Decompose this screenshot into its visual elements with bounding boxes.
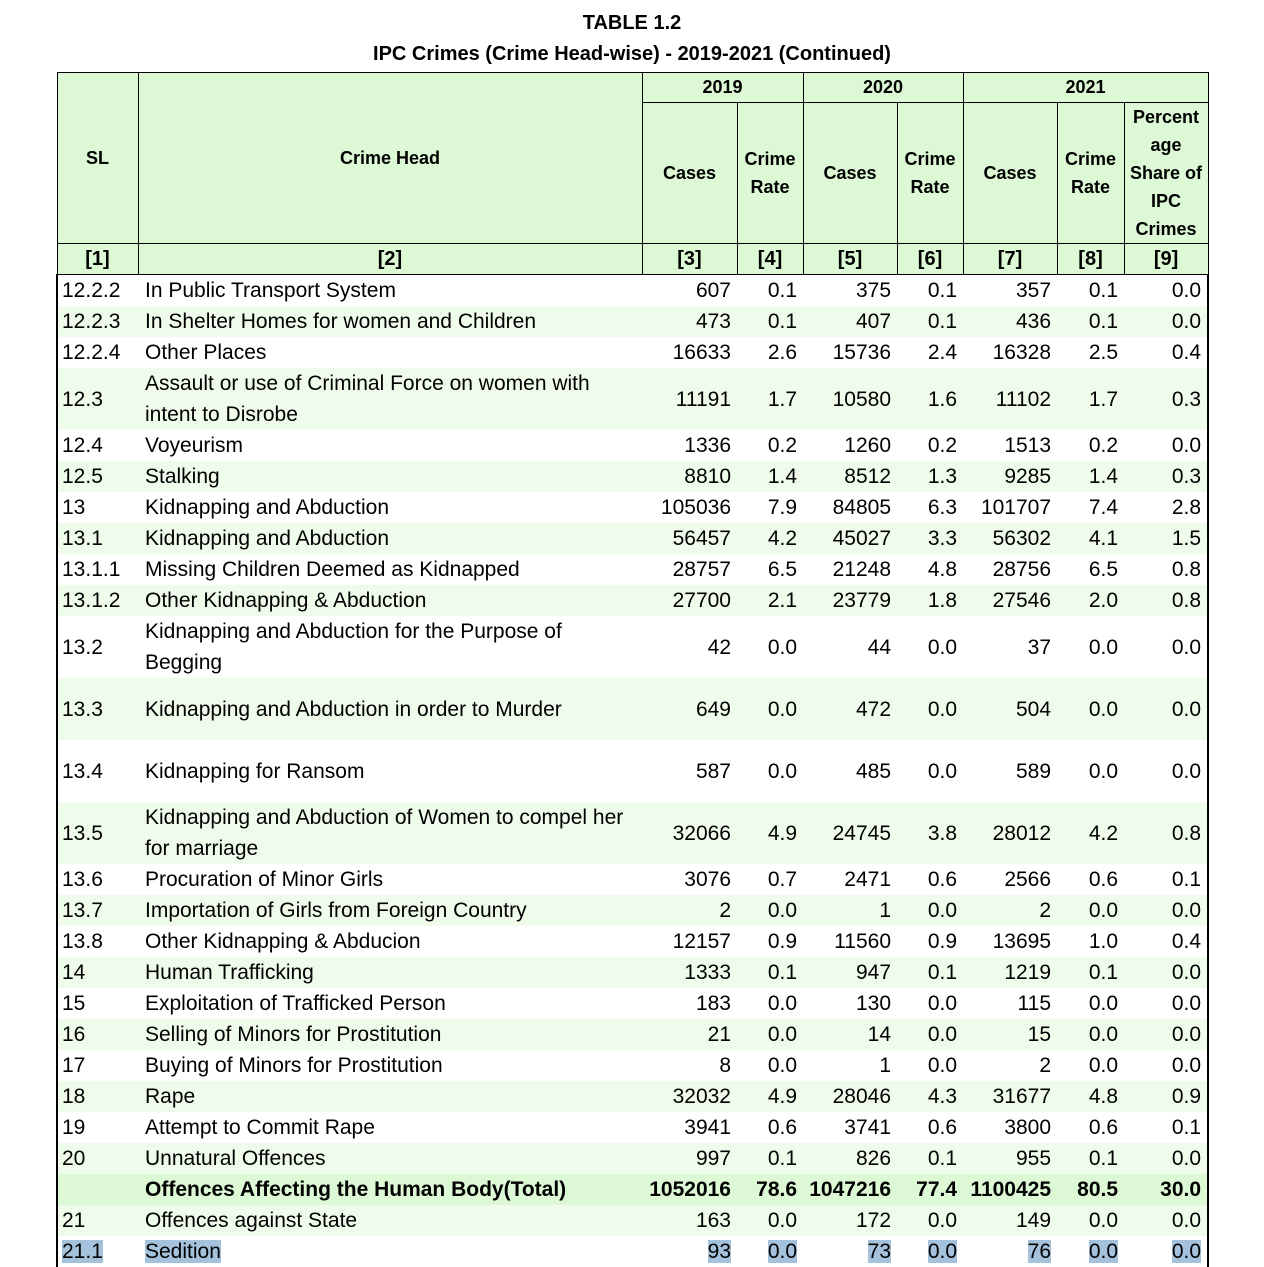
cell-cases-2021: 31677 (963, 1081, 1057, 1112)
cell-cases-2019: 56457 (642, 523, 737, 554)
cell-rate-2021: 0.0 (1057, 678, 1124, 740)
cell-sl: 16 (57, 1019, 138, 1050)
cell-rate-2019: 0.1 (737, 957, 803, 988)
cell-sl: 14 (57, 957, 138, 988)
cell-cases-2020: 472 (803, 678, 897, 740)
cell-cases-2020: 3741 (803, 1112, 897, 1143)
table-row[interactable] (57, 1236, 1208, 1267)
table-row[interactable] (57, 1112, 1208, 1143)
table-row[interactable] (57, 926, 1208, 957)
cell-percentage-share: 0.0 (1124, 1143, 1208, 1174)
cell-cases-2020: 1047216 (803, 1174, 897, 1205)
table-row[interactable] (57, 1050, 1208, 1081)
cell-sl: 13.2 (57, 616, 138, 678)
cell-cases-2019: 1336 (642, 430, 737, 461)
cell-cases-2019: 28757 (642, 554, 737, 585)
table-row[interactable] (57, 895, 1208, 926)
cell-cases-2021: 357 (963, 275, 1057, 307)
cell-cases-2020: 15736 (803, 337, 897, 368)
cell-cases-2020: 8512 (803, 461, 897, 492)
cell-cases-2019: 27700 (642, 585, 737, 616)
cell-cases-2019: 163 (642, 1205, 737, 1236)
cell-sl: 12.2.2 (57, 275, 138, 307)
cell-rate-2019: 4.9 (737, 802, 803, 864)
table-row[interactable] (57, 1143, 1208, 1174)
cell-percentage-share: 0.0 (1124, 616, 1208, 678)
cell-cases-2019: 11191 (642, 368, 737, 430)
cell-percentage-share: 0.0 (1124, 895, 1208, 926)
cell-rate-2021: 1.4 (1057, 461, 1124, 492)
cell-crime-head: Selling of Minors for Prostitution (138, 1019, 642, 1050)
cell-cases-2021: 28012 (963, 802, 1057, 864)
cell-rate-2021: 0.0 (1057, 988, 1124, 1019)
cell-rate-2019: 4.9 (737, 1081, 803, 1112)
cell-crime-head: Missing Children Deemed as Kidnapped (138, 554, 642, 585)
cell-rate-2019: 0.1 (737, 306, 803, 337)
cell-rate-2020: 0.2 (897, 430, 963, 461)
cell-cases-2019: 32032 (642, 1081, 737, 1112)
cell-cases-2021: 436 (963, 306, 1057, 337)
cell-cases-2019: 12157 (642, 926, 737, 957)
cell-rate-2020: 0.0 (897, 616, 963, 678)
cell-rate-2020: 0.0 (897, 1019, 963, 1050)
cell-percentage-share: 0.9 (1124, 1081, 1208, 1112)
cell-cases-2019: 32066 (642, 802, 737, 864)
col-index: [7] (963, 244, 1057, 275)
cell-rate-2021: 4.1 (1057, 523, 1124, 554)
cell-rate-2019: 0.6 (737, 1112, 803, 1143)
cell-cases-2021: 2 (963, 895, 1057, 926)
header-year-2019: 2019 (642, 73, 803, 103)
cell-cases-2019: 2 (642, 895, 737, 926)
cell-cases-2019: 997 (642, 1143, 737, 1174)
cell-cases-2020: 44 (803, 616, 897, 678)
cell-sl: 12.2.3 (57, 306, 138, 337)
cell-rate-2021: 0.1 (1057, 306, 1124, 337)
cell-cases-2020: 23779 (803, 585, 897, 616)
cell-crime-head: Other Kidnapping & Abduction (138, 585, 642, 616)
cell-cases-2019: 8810 (642, 461, 737, 492)
cell-percentage-share: 0.0 (1124, 1236, 1208, 1267)
cell-rate-2020: 0.6 (897, 1112, 963, 1143)
cell-cases-2020: 375 (803, 275, 897, 307)
cell-crime-head: Kidnapping and Abduction of Women to compel her for marriage (138, 802, 642, 864)
cell-cases-2019: 3076 (642, 864, 737, 895)
cell-cases-2021: 2566 (963, 864, 1057, 895)
table-row[interactable] (57, 523, 1208, 554)
cell-sl: 13.1 (57, 523, 138, 554)
cell-percentage-share: 0.0 (1124, 1019, 1208, 1050)
cell-percentage-share: 1.5 (1124, 523, 1208, 554)
cell-rate-2020: 0.0 (897, 740, 963, 802)
col-index: [6] (897, 244, 963, 275)
col-index: [3] (642, 244, 737, 275)
table-row[interactable] (57, 1205, 1208, 1236)
cell-sl: 13.8 (57, 926, 138, 957)
cell-crime-head: Other Places (138, 337, 642, 368)
cell-rate-2021: 6.5 (1057, 554, 1124, 585)
cell-sl: 20 (57, 1143, 138, 1174)
cell-cases-2019: 93 (642, 1236, 737, 1267)
cell-crime-head: Kidnapping and Abduction (138, 523, 642, 554)
cell-percentage-share: 2.8 (1124, 492, 1208, 523)
cell-cases-2021: 9285 (963, 461, 1057, 492)
table-subtitle: IPC Crimes (Crime Head-wise) - 2019-2021 (Continued) (0, 43, 1264, 66)
table-row[interactable] (57, 802, 1208, 864)
cell-cases-2021: 955 (963, 1143, 1057, 1174)
cell-cases-2021: 2 (963, 1050, 1057, 1081)
cell-percentage-share: 0.8 (1124, 554, 1208, 585)
cell-crime-head: Exploitation of Trafficked Person (138, 988, 642, 1019)
cell-cases-2019: 649 (642, 678, 737, 740)
cell-rate-2021: 0.0 (1057, 1050, 1124, 1081)
cell-rate-2021: 0.0 (1057, 1019, 1124, 1050)
cell-cases-2020: 2471 (803, 864, 897, 895)
cell-crime-head: Kidnapping and Abduction in order to Murder (138, 678, 642, 740)
cell-percentage-share: 0.0 (1124, 1205, 1208, 1236)
cell-rate-2020: 2.4 (897, 337, 963, 368)
cell-rate-2019: 78.6 (737, 1174, 803, 1205)
cell-cases-2020: 947 (803, 957, 897, 988)
cell-sl: 12.3 (57, 368, 138, 430)
cell-crime-head: In Public Transport System (138, 275, 642, 307)
cell-rate-2020: 0.1 (897, 1143, 963, 1174)
cell-rate-2020: 0.0 (897, 678, 963, 740)
cell-crime-head: Human Trafficking (138, 957, 642, 988)
cell-rate-2019: 0.1 (737, 1143, 803, 1174)
cell-sl: 19 (57, 1112, 138, 1143)
header-year-2020: 2020 (803, 73, 963, 103)
cell-crime-head: Voyeurism (138, 430, 642, 461)
cell-rate-2019: 0.0 (737, 616, 803, 678)
col-index: [8] (1057, 244, 1124, 275)
cell-cases-2020: 1 (803, 1050, 897, 1081)
cell-rate-2020: 1.8 (897, 585, 963, 616)
cell-rate-2019: 1.4 (737, 461, 803, 492)
cell-cases-2019: 8 (642, 1050, 737, 1081)
cell-crime-head: Importation of Girls from Foreign Country (138, 895, 642, 926)
table-row[interactable] (57, 461, 1208, 492)
cell-cases-2021: 1219 (963, 957, 1057, 988)
col-index: [2] (138, 244, 642, 275)
table-row[interactable] (57, 957, 1208, 988)
cell-cases-2020: 84805 (803, 492, 897, 523)
header-sl: SL (57, 73, 138, 244)
cell-cases-2021: 3800 (963, 1112, 1057, 1143)
cell-cases-2019: 3941 (642, 1112, 737, 1143)
col-index: [1] (57, 244, 138, 275)
cell-rate-2020: 0.0 (897, 1050, 963, 1081)
cell-rate-2019: 0.9 (737, 926, 803, 957)
cell-sl: 13.1.2 (57, 585, 138, 616)
table-row[interactable] (57, 337, 1208, 368)
cell-rate-2020: 0.0 (897, 1236, 963, 1267)
header-rate-2019: Crime Rate (737, 103, 803, 244)
cell-rate-2019: 0.0 (737, 740, 803, 802)
cell-cases-2021: 149 (963, 1205, 1057, 1236)
table-row[interactable] (57, 1019, 1208, 1050)
cell-rate-2021: 0.6 (1057, 1112, 1124, 1143)
cell-percentage-share: 0.0 (1124, 988, 1208, 1019)
crime-table (56, 72, 1209, 1267)
header-rate-2020: Crime Rate (897, 103, 963, 244)
cell-crime-head: Stalking (138, 461, 642, 492)
cell-rate-2020: 1.3 (897, 461, 963, 492)
cell-sl: 13.3 (57, 678, 138, 740)
cell-sl: 13.5 (57, 802, 138, 864)
cell-crime-head: Kidnapping and Abduction for the Purpose of Begging (138, 616, 642, 678)
cell-cases-2020: 826 (803, 1143, 897, 1174)
table-row[interactable] (57, 430, 1208, 461)
cell-percentage-share: 0.0 (1124, 430, 1208, 461)
cell-rate-2021: 2.5 (1057, 337, 1124, 368)
cell-percentage-share: 30.0 (1124, 1174, 1208, 1205)
cell-rate-2020: 0.1 (897, 275, 963, 307)
table-row[interactable] (57, 988, 1208, 1019)
cell-rate-2020: 4.3 (897, 1081, 963, 1112)
cell-sl: 12.2.4 (57, 337, 138, 368)
cell-cases-2020: 73 (803, 1236, 897, 1267)
cell-cases-2020: 14 (803, 1019, 897, 1050)
col-index: [4] (737, 244, 803, 275)
table-row[interactable] (57, 368, 1208, 430)
cell-sl: 21 (57, 1205, 138, 1236)
cell-rate-2021: 0.0 (1057, 895, 1124, 926)
table-title: TABLE 1.2 (0, 12, 1264, 35)
cell-rate-2019: 2.6 (737, 337, 803, 368)
cell-rate-2019: 7.9 (737, 492, 803, 523)
table-row[interactable] (57, 740, 1208, 802)
cell-cases-2020: 45027 (803, 523, 897, 554)
table-body (57, 275, 1208, 1267)
cell-crime-head: Offences Affecting the Human Body(Total) (138, 1174, 642, 1205)
header-rate-2021: Crime Rate (1057, 103, 1124, 244)
cell-crime-head: Rape (138, 1081, 642, 1112)
cell-rate-2020: 3.3 (897, 523, 963, 554)
cell-crime-head: Offences against State (138, 1205, 642, 1236)
cell-cases-2020: 1260 (803, 430, 897, 461)
cell-percentage-share: 0.3 (1124, 461, 1208, 492)
cell-percentage-share: 0.0 (1124, 740, 1208, 802)
cell-cases-2021: 13695 (963, 926, 1057, 957)
cell-rate-2021: 0.0 (1057, 1205, 1124, 1236)
cell-percentage-share: 0.8 (1124, 585, 1208, 616)
cell-sl: 12.4 (57, 430, 138, 461)
cell-rate-2021: 0.6 (1057, 864, 1124, 895)
cell-crime-head: Assault or use of Criminal Force on women with intent to Disrobe (138, 368, 642, 430)
cell-rate-2020: 0.1 (897, 306, 963, 337)
cell-cases-2019: 1333 (642, 957, 737, 988)
cell-rate-2019: 0.0 (737, 1019, 803, 1050)
cell-cases-2021: 15 (963, 1019, 1057, 1050)
table-row[interactable] (57, 306, 1208, 337)
cell-rate-2021: 1.7 (1057, 368, 1124, 430)
cell-cases-2020: 172 (803, 1205, 897, 1236)
cell-rate-2020: 4.8 (897, 554, 963, 585)
cell-cases-2021: 115 (963, 988, 1057, 1019)
cell-rate-2021: 0.0 (1057, 740, 1124, 802)
cell-cases-2019: 21 (642, 1019, 737, 1050)
cell-cases-2020: 407 (803, 306, 897, 337)
cell-rate-2021: 0.2 (1057, 430, 1124, 461)
cell-cases-2021: 16328 (963, 337, 1057, 368)
cell-cases-2020: 1 (803, 895, 897, 926)
cell-crime-head: Sedition (138, 1236, 642, 1267)
cell-crime-head: In Shelter Homes for women and Children (138, 306, 642, 337)
cell-rate-2021: 0.0 (1057, 616, 1124, 678)
col-index: [9] (1124, 244, 1208, 275)
cell-sl (57, 1174, 138, 1205)
cell-cases-2020: 485 (803, 740, 897, 802)
cell-cases-2021: 37 (963, 616, 1057, 678)
cell-sl: 12.5 (57, 461, 138, 492)
cell-rate-2020: 0.0 (897, 1205, 963, 1236)
cell-cases-2019: 42 (642, 616, 737, 678)
cell-rate-2019: 1.7 (737, 368, 803, 430)
cell-cases-2019: 16633 (642, 337, 737, 368)
header-cases-2019: Cases (642, 103, 737, 244)
cell-sl: 15 (57, 988, 138, 1019)
cell-rate-2021: 2.0 (1057, 585, 1124, 616)
cell-cases-2020: 11560 (803, 926, 897, 957)
cell-cases-2019: 1052016 (642, 1174, 737, 1205)
cell-rate-2019: 0.7 (737, 864, 803, 895)
table-row[interactable] (57, 616, 1208, 678)
cell-sl: 21.1 (57, 1236, 138, 1267)
cell-percentage-share: 0.1 (1124, 1112, 1208, 1143)
cell-percentage-share: 0.0 (1124, 957, 1208, 988)
cell-percentage-share: 0.0 (1124, 678, 1208, 740)
cell-percentage-share: 0.4 (1124, 337, 1208, 368)
header-year-2021: 2021 (963, 73, 1208, 103)
cell-sl: 17 (57, 1050, 138, 1081)
table-header (57, 73, 1208, 275)
cell-rate-2019: 0.0 (737, 1050, 803, 1081)
cell-rate-2019: 6.5 (737, 554, 803, 585)
cell-cases-2021: 56302 (963, 523, 1057, 554)
table-row[interactable] (57, 585, 1208, 616)
cell-percentage-share: 0.4 (1124, 926, 1208, 957)
cell-sl: 18 (57, 1081, 138, 1112)
cell-rate-2021: 80.5 (1057, 1174, 1124, 1205)
cell-cases-2019: 587 (642, 740, 737, 802)
cell-rate-2021: 7.4 (1057, 492, 1124, 523)
cell-cases-2019: 473 (642, 306, 737, 337)
cell-cases-2019: 105036 (642, 492, 737, 523)
cell-cases-2021: 28756 (963, 554, 1057, 585)
cell-rate-2020: 1.6 (897, 368, 963, 430)
cell-sl: 13.6 (57, 864, 138, 895)
cell-percentage-share: 0.8 (1124, 802, 1208, 864)
cell-rate-2019: 0.0 (737, 678, 803, 740)
cell-rate-2020: 6.3 (897, 492, 963, 523)
cell-cases-2020: 28046 (803, 1081, 897, 1112)
cell-cases-2021: 101707 (963, 492, 1057, 523)
header-percentage-share: Percent age Share of IPC Crimes (1124, 103, 1208, 244)
cell-cases-2021: 76 (963, 1236, 1057, 1267)
cell-cases-2021: 1513 (963, 430, 1057, 461)
cell-rate-2021: 4.8 (1057, 1081, 1124, 1112)
cell-rate-2020: 0.6 (897, 864, 963, 895)
cell-rate-2019: 0.0 (737, 895, 803, 926)
cell-percentage-share: 0.0 (1124, 275, 1208, 307)
cell-rate-2020: 77.4 (897, 1174, 963, 1205)
cell-cases-2020: 10580 (803, 368, 897, 430)
cell-crime-head: Attempt to Commit Rape (138, 1112, 642, 1143)
table-row[interactable] (57, 554, 1208, 585)
cell-cases-2019: 183 (642, 988, 737, 1019)
cell-percentage-share: 0.0 (1124, 306, 1208, 337)
cell-cases-2020: 21248 (803, 554, 897, 585)
header-crime-head: Crime Head (138, 73, 642, 244)
cell-rate-2021: 4.2 (1057, 802, 1124, 864)
cell-rate-2019: 2.1 (737, 585, 803, 616)
cell-cases-2021: 589 (963, 740, 1057, 802)
cell-crime-head: Procuration of Minor Girls (138, 864, 642, 895)
table-row[interactable] (57, 864, 1208, 895)
cell-rate-2019: 0.0 (737, 988, 803, 1019)
header-cases-2021: Cases (963, 103, 1057, 244)
cell-crime-head: Kidnapping and Abduction (138, 492, 642, 523)
cell-rate-2021: 1.0 (1057, 926, 1124, 957)
cell-cases-2019: 607 (642, 275, 737, 307)
cell-rate-2021: 0.1 (1057, 1143, 1124, 1174)
cell-crime-head: Unnatural Offences (138, 1143, 642, 1174)
cell-cases-2021: 504 (963, 678, 1057, 740)
table-row[interactable] (57, 275, 1208, 307)
cell-percentage-share: 0.1 (1124, 864, 1208, 895)
cell-sl: 13 (57, 492, 138, 523)
cell-rate-2020: 0.9 (897, 926, 963, 957)
cell-percentage-share: 0.3 (1124, 368, 1208, 430)
col-index: [5] (803, 244, 897, 275)
total-row[interactable] (57, 1174, 1208, 1205)
cell-crime-head: Buying of Minors for Prostitution (138, 1050, 642, 1081)
cell-rate-2020: 0.1 (897, 957, 963, 988)
cell-rate-2021: 0.1 (1057, 275, 1124, 307)
cell-sl: 13.1.1 (57, 554, 138, 585)
table-row[interactable] (57, 678, 1208, 740)
cell-rate-2019: 0.0 (737, 1236, 803, 1267)
cell-sl: 13.7 (57, 895, 138, 926)
cell-rate-2021: 0.1 (1057, 957, 1124, 988)
cell-cases-2021: 27546 (963, 585, 1057, 616)
table-row[interactable] (57, 492, 1208, 523)
header-cases-2020: Cases (803, 103, 897, 244)
cell-rate-2019: 0.0 (737, 1205, 803, 1236)
cell-cases-2020: 130 (803, 988, 897, 1019)
cell-rate-2019: 0.2 (737, 430, 803, 461)
cell-cases-2021: 11102 (963, 368, 1057, 430)
cell-percentage-share: 0.0 (1124, 1050, 1208, 1081)
cell-rate-2020: 0.0 (897, 988, 963, 1019)
cell-rate-2019: 4.2 (737, 523, 803, 554)
table-row[interactable] (57, 1081, 1208, 1112)
cell-crime-head: Kidnapping for Ransom (138, 740, 642, 802)
cell-crime-head: Other Kidnapping & Abducion (138, 926, 642, 957)
cell-sl: 13.4 (57, 740, 138, 802)
cell-rate-2020: 0.0 (897, 895, 963, 926)
cell-rate-2021: 0.0 (1057, 1236, 1124, 1267)
cell-rate-2020: 3.8 (897, 802, 963, 864)
cell-cases-2020: 24745 (803, 802, 897, 864)
cell-rate-2019: 0.1 (737, 275, 803, 307)
cell-cases-2021: 1100425 (963, 1174, 1057, 1205)
